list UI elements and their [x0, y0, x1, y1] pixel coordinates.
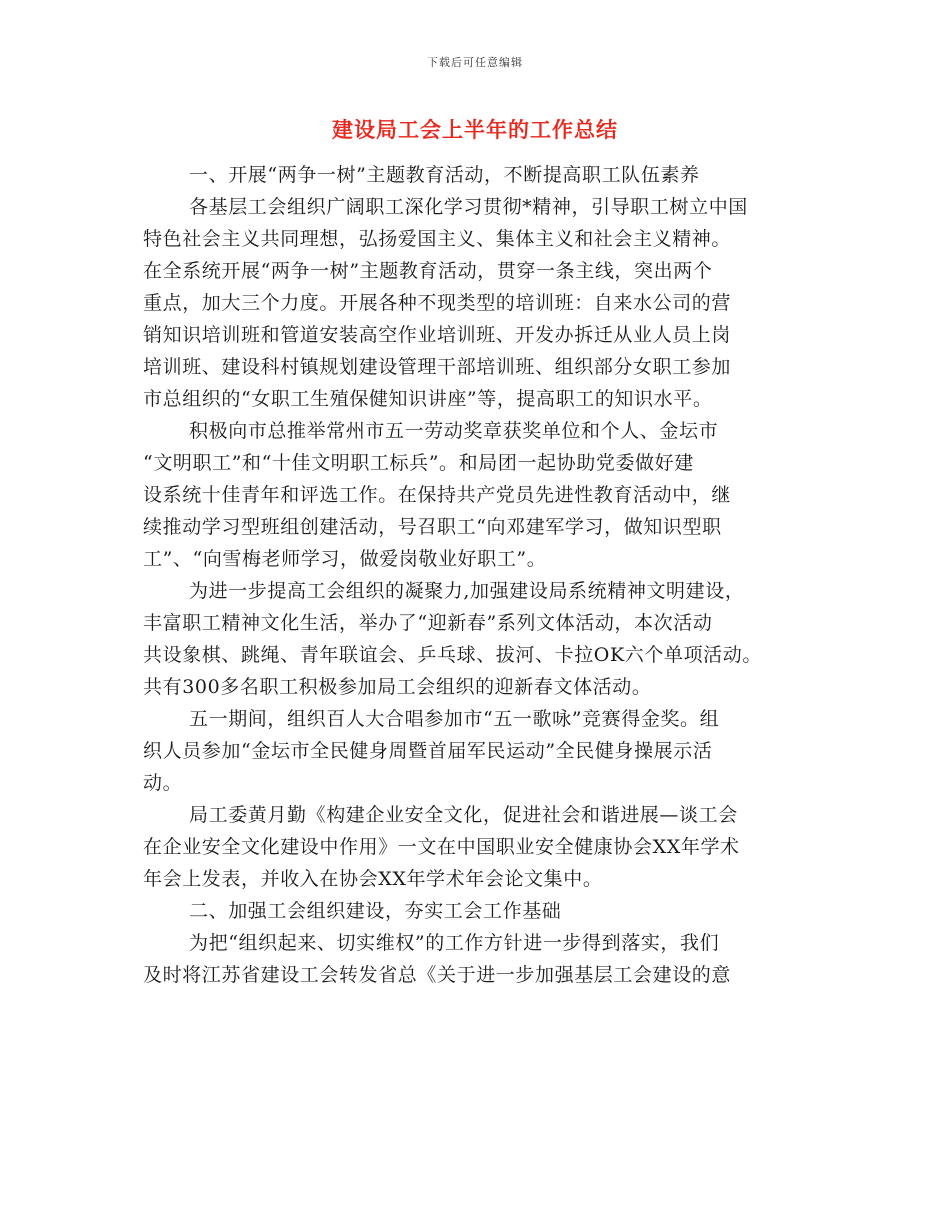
- text-line: 为进一步提高工会组织的凝聚力,加强建设局系统精神文明建设，: [189, 580, 745, 602]
- text-line: 设系统十佳青年和评选工作。在保持共产党员先进性教育活动中，继: [143, 484, 732, 506]
- text-line: 局工委黄月勤《构建企业安全文化，促进社会和谐进展—谈工会: [189, 804, 738, 826]
- text-line: 年会上发表，并收入在协会XX年学术年会论文集中。: [143, 868, 603, 890]
- text-line: 特色社会主义共同理想，弘扬爱国主义、集体主义和社会主义精神。: [143, 228, 732, 250]
- document-body: [143, 159, 823, 991]
- text-line: 市总组织的“女职工生殖保健知识讲座”等，提高职工的知识水平。: [143, 388, 713, 410]
- text-line: 动。: [143, 772, 183, 794]
- text-line: 共有300多名职工积极参加局工会组织的迎新春文体活动。: [143, 676, 652, 698]
- text-line: 工”、“向雪梅老师学习，做爱岗敬业好职工”。: [143, 548, 547, 570]
- text-line: 培训班、建设科村镇规划建设管理干部培训班、组织部分女职工参加: [143, 356, 732, 378]
- text-line: 为把“组织起来、切实维权”的工作方针进一步得到落实，我们: [189, 932, 720, 954]
- text-line: 各基层工会组织广阔职工深化学习贯彻*精神，引导职工树立中国: [189, 196, 748, 218]
- text-line: 二、加强工会组织建设，夯实工会工作基础: [189, 900, 562, 922]
- text-line: 在企业安全文化建设中作用》一文在中国职业安全健康协会XX年学术: [143, 836, 740, 858]
- text-line: 共设象棋、跳绳、青年联谊会、乒乓球、拔河、卡拉OK六个单项活动。: [143, 644, 762, 666]
- text-line: 丰富职工精神文化生活，举办了“迎新春”系列文体活动，本次活动: [143, 612, 713, 634]
- header-note: 下载后可任意编辑: [427, 56, 523, 69]
- text-line: 重点，加大三个力度。开展各种不现类型的培训班：自来水公司的营: [143, 292, 732, 314]
- text-line: 续推动学习型班组创建活动，号召职工“向邓建军学习，做知识型职: [143, 516, 722, 538]
- text-line: 积极向市总推举常州市五一劳动奖章获奖单位和个人、金坛市: [189, 420, 719, 442]
- text-line: 及时将江苏省建设工会转发省总《关于进一步加强基层工会建设的意: [143, 964, 732, 986]
- text-line: 五一期间，组织百人大合唱参加市“五一歌咏”竞赛得金奖。组: [189, 708, 720, 730]
- text-line: 销知识培训班和管道安装高空作业培训班、开发办拆迁从业人员上岗: [143, 324, 732, 346]
- document-title: 建设局工会上半年的工作总结: [332, 117, 618, 142]
- text-line: 在全系统开展“两争一树”主题教育活动，贯穿一条主线，突出两个: [143, 260, 713, 282]
- text-line: 织人员参加“金坛市全民健身周暨首届军民运动”全民健身操展示活: [143, 740, 713, 762]
- text-line: “文明职工”和“十佳文明职工标兵”。和局团一起协助党委做好建: [143, 452, 694, 474]
- text-line: 一、开展“两争一树”主题教育活动，不断提高职工队伍素养: [189, 164, 700, 186]
